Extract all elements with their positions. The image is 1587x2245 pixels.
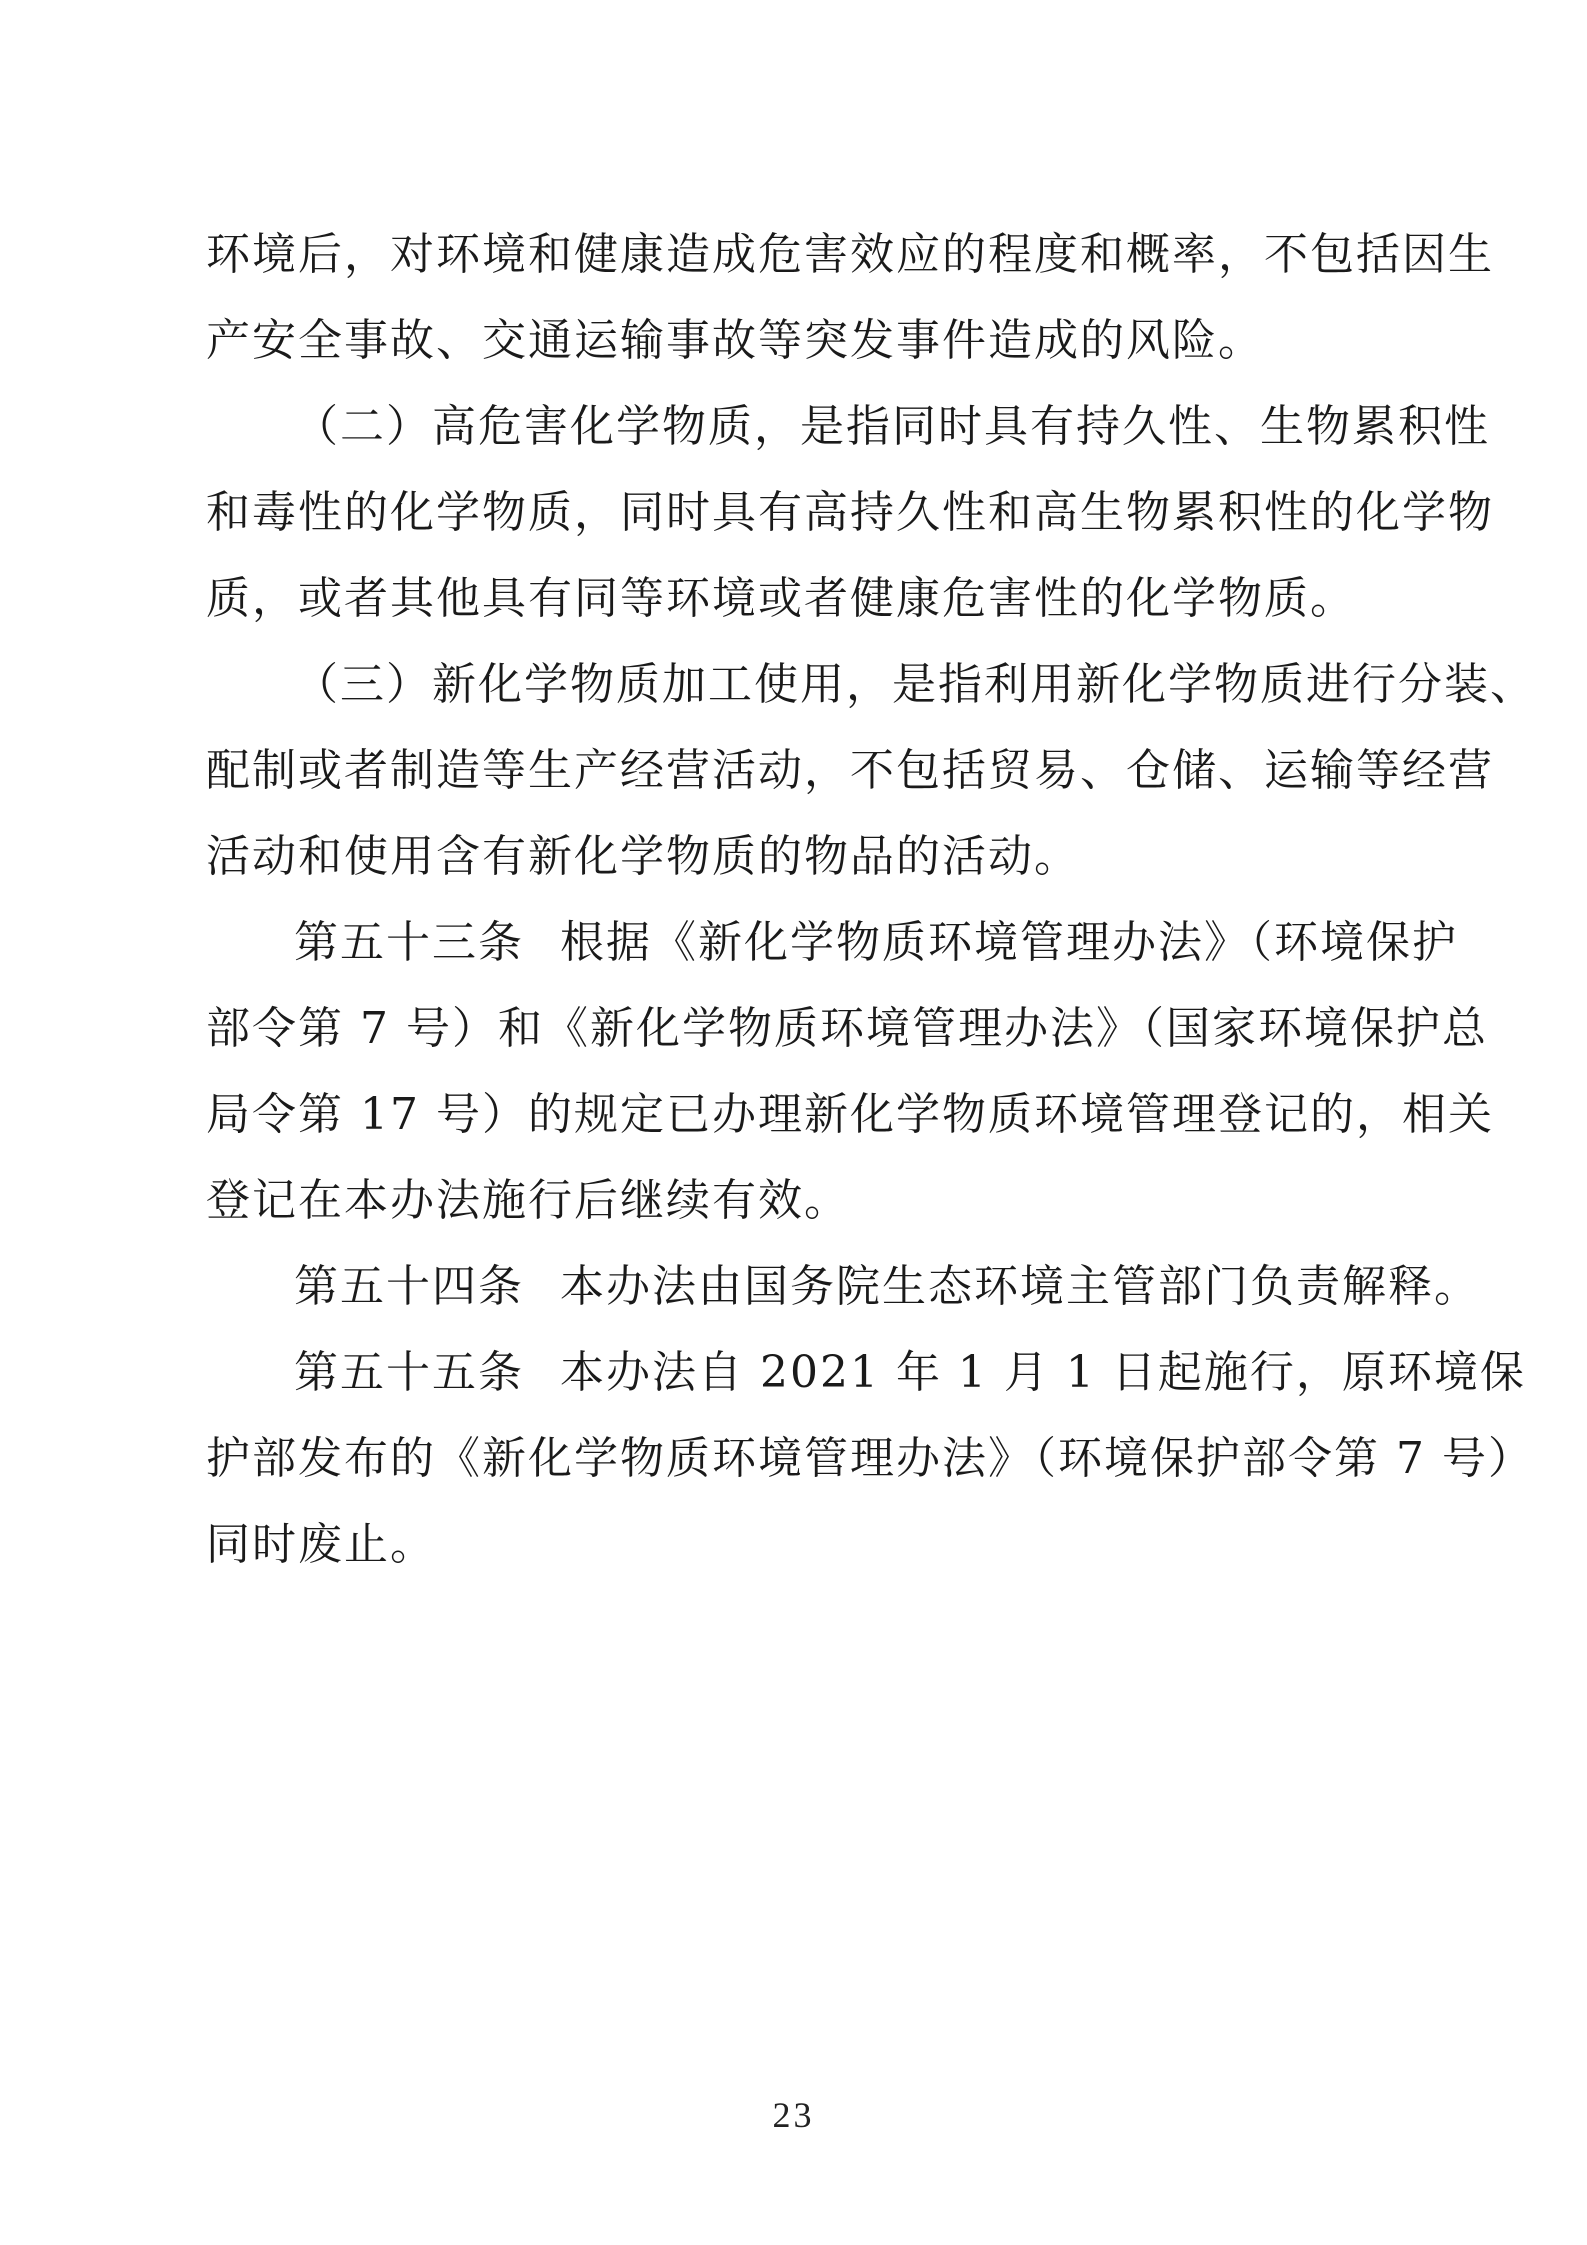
article-55-line: 同时废止。 bbox=[206, 1519, 436, 1570]
article-54-heading: 第五十四条 bbox=[294, 1261, 524, 1312]
document-body bbox=[206, 212, 1536, 1588]
clause-two-line: （二）高危害化学物质，是指同时具有持久性、生物累积性 bbox=[294, 401, 1490, 452]
article-55-first-line bbox=[206, 1330, 1526, 1416]
clause-two-line: 和毒性的化学物质，同时具有高持久性和高生物累积性的化学物 bbox=[206, 487, 1494, 538]
article-54-text: 本办法由国务院生态环境主管部门负责解释。 bbox=[560, 1261, 1480, 1312]
body-line: 产安全事故、交通运输事故等突发事件造成的风险。 bbox=[206, 315, 1264, 366]
article-55-line: 护部发布的《新化学物质环境管理办法》（环境保护部令第 7 号） bbox=[206, 1433, 1534, 1484]
article-53-line: 登记在本办法施行后继续有效。 bbox=[206, 1175, 850, 1226]
article-53-heading: 第五十三条 bbox=[294, 917, 524, 968]
clause-three-line: （三）新化学物质加工使用，是指利用新化学物质进行分装、 bbox=[294, 659, 1536, 710]
article-53-line: 局令第 17 号）的规定已办理新化学物质环境管理登记的，相关 bbox=[206, 1089, 1494, 1140]
article-53-first-line bbox=[206, 900, 1458, 986]
page-number: 23 bbox=[772, 2095, 815, 2135]
clause-two-line: 质，或者其他具有同等环境或者健康危害性的化学物质。 bbox=[206, 573, 1356, 624]
clause-three-line: 活动和使用含有新化学物质的物品的活动。 bbox=[206, 831, 1080, 882]
article-53-line: 部令第 7 号）和《新化学物质环境管理办法》（国家环境保护总 bbox=[206, 1003, 1488, 1054]
article-55-text: 本办法自 2021 年 1 月 1 日起施行，原环境保 bbox=[560, 1347, 1526, 1398]
article-54-first-line bbox=[206, 1244, 1480, 1330]
article-55-heading: 第五十五条 bbox=[294, 1347, 524, 1398]
clause-three-line: 配制或者制造等生产经营活动，不包括贸易、仓储、运输等经营 bbox=[206, 745, 1494, 796]
body-line: 环境后，对环境和健康造成危害效应的程度和概率，不包括因生 bbox=[206, 229, 1494, 280]
article-53-text: 根据《新化学物质环境管理办法》（环境保护 bbox=[560, 917, 1458, 968]
